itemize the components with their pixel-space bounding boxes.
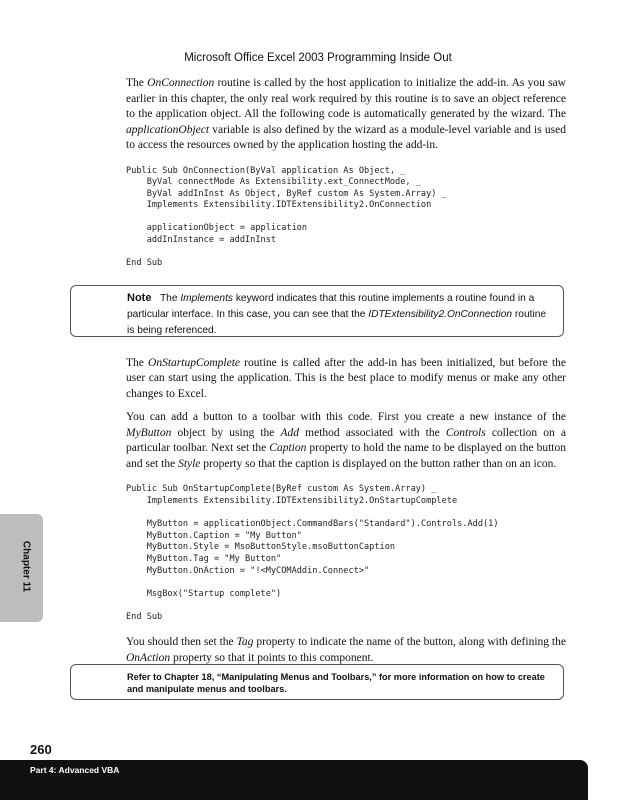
text: The [126, 77, 148, 89]
code-block-onstartupcomplete: Public Sub OnStartupComplete(ByRef custom As System.Array) _ Implements Extensibility.IDTExtensibility2.OnStartupComplete MyButton = applicationObject.CommandBars("Standard").Controls.Add(1) MyButton.Caption = "My Button" MyButton.Style = MsoButtonStyle.msoButtonCaption MyButton.Tag = "My Button" MyButton.OnAction = "!<MyCOMAddin.Connect>" MsgBox("Startup complete") End Sub [126, 484, 499, 622]
chapter-side-tab-label: Chapter 11 [20, 540, 32, 593]
code-block-onconnection: Public Sub OnConnection(ByVal application As Object, _ ByVal connectMode As Extensibility.ext_ConnectMode, _ ByVal addInInst As Object, ByRef custom As System.Array) _ Implements Extensibility.IDTExtensibility2.OnConnection applicationObject = application addInInstance = addInInst End Sub [126, 165, 447, 269]
text: collection on a particular toolbar. Next set the [126, 426, 566, 455]
paragraph-tag-onaction [126, 635, 566, 666]
italic-term: Controls [445, 426, 486, 439]
cross-reference-box [70, 664, 564, 700]
text: property so that the caption is displayed on the button rather than on an icon. [200, 457, 557, 470]
text: method associated with the [299, 426, 446, 439]
note-text [127, 290, 555, 339]
text: routine is called after the add-in has been initialized, but before the user can start using the application. This is the best place to modify menus or make any other changes to Excel. [126, 356, 566, 400]
chapter-side-tab [0, 514, 43, 622]
note-box-implements [70, 285, 564, 337]
text: routine is called by the host application to initialize the add-in. As you saw earlier in this chapter, the only real work required by this routine is to save an object reference to the application object. All the following code is automatically generated by the wizard. The [126, 77, 566, 120]
paragraph-onconnection [126, 76, 566, 154]
page-number: 260 [30, 742, 52, 757]
text: property to indicate the name of the button, along with defining the [253, 636, 566, 649]
page-content [126, 76, 566, 666]
text: You can add a button to a toolbar with this code. First you create a new instance of the [126, 411, 566, 424]
text: property to hold the name to be displayed on the button and set the [126, 442, 566, 470]
italic-term: OnStartupComplete [148, 356, 241, 369]
italic-term: OnConnection [147, 77, 215, 89]
text: keyword indicates that this routine implements a routine found in a particular interface. In this case, you can see that the [127, 293, 535, 320]
footer-part-label: Part 4: Advanced VBA [30, 765, 120, 775]
paragraph-onstartupcomplete [126, 356, 566, 403]
text: variable is also defined by the wizard as a module-level variable and is used to access the resources owned by the application hosting the add-in. [126, 123, 566, 151]
italic-term: MyButton [126, 426, 172, 439]
italic-term: Caption [269, 442, 307, 455]
text: You should then set the [126, 636, 237, 649]
italic-term: Tag [236, 636, 254, 649]
italic-term: Style [178, 457, 201, 470]
italic-term: Add [280, 426, 300, 439]
italic-term: IDTExtensibility2.OnConnection [368, 309, 513, 320]
text: The [159, 293, 181, 304]
text: The [126, 356, 149, 369]
footer-bar [0, 760, 588, 800]
italic-term: applicationObject [126, 123, 210, 136]
text: object by using the [171, 426, 281, 439]
text: property so that it points to this component. [170, 651, 374, 664]
italic-term: Implements [180, 293, 233, 304]
italic-term: OnAction [126, 651, 171, 664]
text: routine is being referenced. [127, 309, 547, 336]
cross-reference-text: Refer to Chapter 18, “Manipulating Menus and Toolbars,” for more information on how to create and manipulate menus and toolbars. [127, 672, 545, 694]
paragraph-mybutton [126, 410, 566, 472]
running-head: Microsoft Office Excel 2003 Programming Inside Out [184, 52, 452, 64]
note-label: Note [127, 292, 152, 304]
